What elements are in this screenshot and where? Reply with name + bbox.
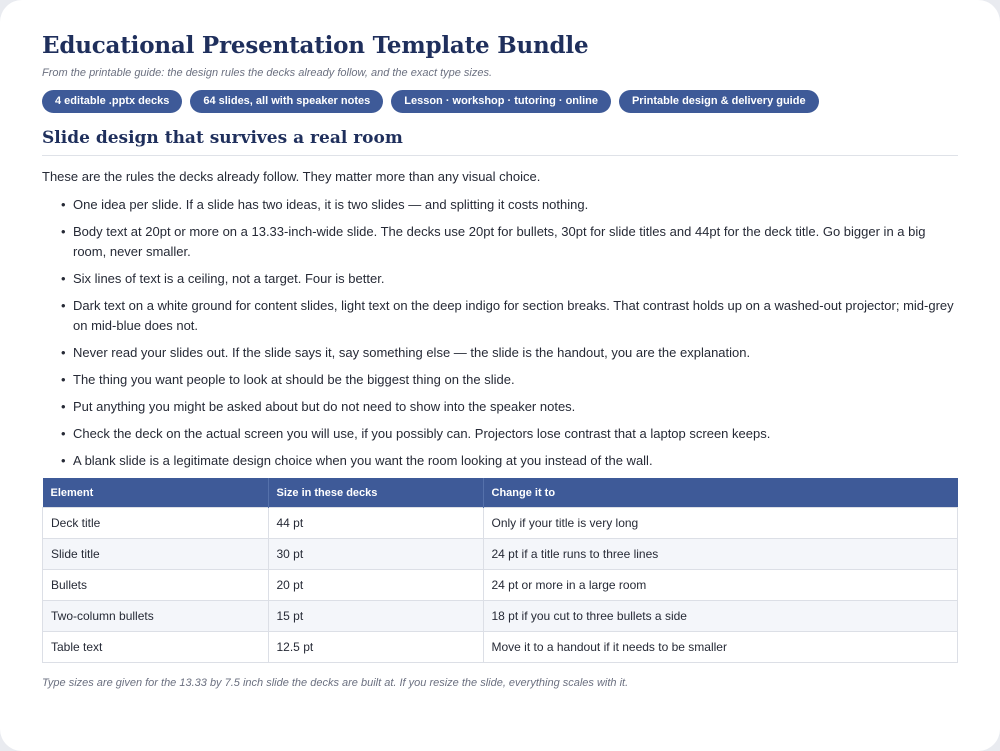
table-header-row	[43, 478, 958, 508]
design-rules-list	[42, 195, 958, 471]
cell-change: Move it to a handout if it needs to be smaller	[483, 632, 958, 663]
cell-element: Slide title	[43, 539, 269, 570]
cell-element: Deck title	[43, 508, 269, 539]
header-change: Change it to	[483, 478, 958, 508]
cell-change: 24 pt if a title runs to three lines	[483, 539, 958, 570]
section-intro: These are the rules the decks already follow. They matter more than any visual choice.	[42, 169, 541, 184]
page-title: Educational Presentation Template Bundle	[42, 32, 589, 59]
list-item: • Body text at 20pt or more on a 13.33-inch-wide slide. The decks use 20pt for bullets, 30pt for slide titles and 44pt for the deck title. Go bigger in a big room, never smaller.	[61, 222, 958, 262]
list-item: • Dark text on a white ground for content slides, light text on the deep indigo for section breaks. That contrast holds up on a washed-out projector; mid-grey on mid-blue does not.	[61, 296, 958, 336]
section-heading: Slide design that survives a real room	[42, 127, 958, 156]
cell-size: 20 pt	[268, 570, 483, 601]
cell-element: Bullets	[43, 570, 269, 601]
page-subtitle: From the printable guide: the design rules the decks already follow, and the exact type sizes.	[42, 67, 493, 79]
cell-element: Table text	[43, 632, 269, 663]
pill-slides: 64 slides, all with speaker notes	[190, 90, 383, 113]
feature-pills	[42, 90, 958, 113]
table-row	[43, 632, 958, 663]
footnote: Type sizes are given for the 13.33 by 7.5 inch slide the decks are built at. If you resize the slide, everything scales with it.	[42, 677, 629, 689]
list-item: • Never read your slides out. If the slide says it, say something else — the slide is the handout, you are the explanation.	[61, 343, 958, 363]
cell-element: Two-column bullets	[43, 601, 269, 632]
cell-change: Only if your title is very long	[483, 508, 958, 539]
pill-guide: Printable design & delivery guide	[619, 90, 819, 113]
header-element: Element	[43, 478, 269, 508]
table-row	[43, 570, 958, 601]
list-item: • Check the deck on the actual screen you will use, if you possibly can. Projectors lose contrast that a laptop screen keeps.	[61, 424, 958, 444]
cell-size: 30 pt	[268, 539, 483, 570]
list-item: • Put anything you might be asked about but do not need to show into the speaker notes.	[61, 397, 958, 417]
list-item: • A blank slide is a legitimate design choice when you want the room looking at you instead of the wall.	[61, 451, 958, 471]
cell-change: 24 pt or more in a large room	[483, 570, 958, 601]
pill-decks: 4 editable .pptx decks	[42, 90, 182, 113]
cell-size: 12.5 pt	[268, 632, 483, 663]
table-row	[43, 508, 958, 539]
cell-size: 15 pt	[268, 601, 483, 632]
pill-formats: Lesson · workshop · tutoring · online	[391, 90, 611, 113]
cell-change: 18 pt if you cut to three bullets a side	[483, 601, 958, 632]
type-size-table	[42, 478, 958, 663]
list-item: • The thing you want people to look at should be the biggest thing on the slide.	[61, 370, 958, 390]
list-item: • Six lines of text is a ceiling, not a target. Four is better.	[61, 269, 958, 289]
table-row	[43, 601, 958, 632]
table-row	[43, 539, 958, 570]
header-size: Size in these decks	[268, 478, 483, 508]
list-item: • One idea per slide. If a slide has two ideas, it is two slides — and splitting it costs nothing.	[61, 195, 958, 215]
cell-size: 44 pt	[268, 508, 483, 539]
